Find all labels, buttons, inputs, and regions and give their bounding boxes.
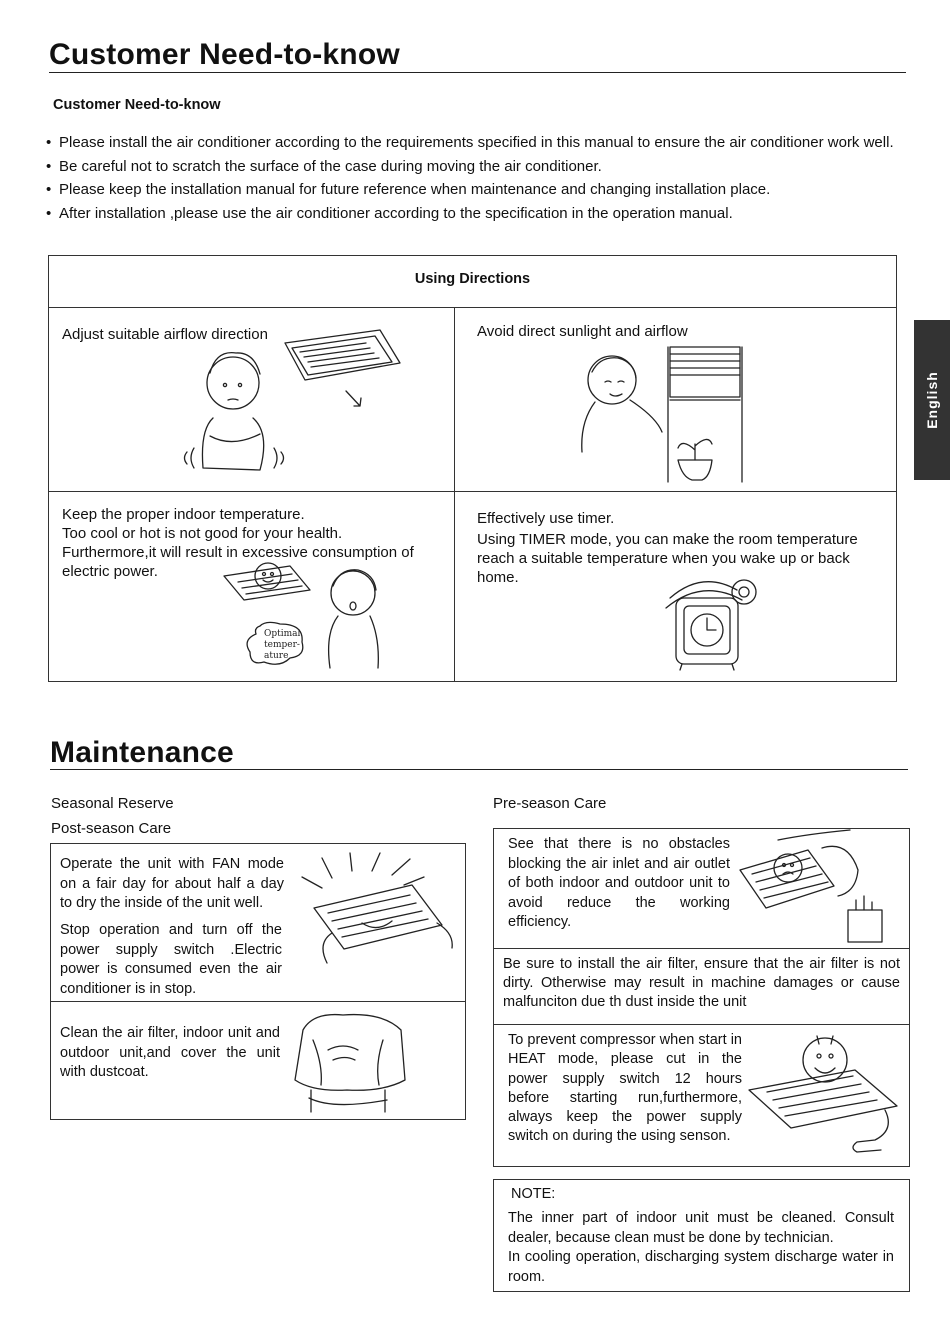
timer-body: Using TIMER mode, you can make the room temperature reach a suitable temperature when you wake up or back home. bbox=[477, 531, 858, 586]
compressor-text: To prevent compressor when start in HEAT mode, please cut in the power supply switch 12 hours before starting run,furthermore, always keep the power supply switch on during the using senson. bbox=[508, 1032, 742, 1145]
bullet-dot: • bbox=[46, 204, 52, 222]
pre-season-label: Pre-season Care bbox=[493, 795, 607, 812]
airflow-text: Adjust suitable airflow direction bbox=[62, 326, 268, 343]
airflow-illustration bbox=[180, 318, 450, 488]
language-tab-label: English bbox=[924, 371, 940, 429]
need-bullet-list bbox=[46, 133, 906, 227]
section-title-maintenance: Maintenance bbox=[50, 736, 234, 769]
language-tab[interactable] bbox=[914, 320, 950, 480]
table-column-rule bbox=[454, 307, 455, 682]
alarm-clock-illustration bbox=[662, 568, 772, 673]
bubble-line: Optimal bbox=[264, 629, 301, 639]
temp-line: Too cool or hot is not good for your health. bbox=[62, 525, 343, 542]
sunlight-illustration bbox=[570, 342, 770, 487]
bubble-line: temper- bbox=[264, 640, 300, 650]
note-text bbox=[508, 1209, 894, 1287]
bullet-text: Be careful not to scratch the surface of the case during moving the air conditioner. bbox=[59, 157, 602, 175]
bullet-dot: • bbox=[46, 134, 52, 151]
table-header: Using Directions bbox=[414, 271, 531, 287]
bullet-text: After installation ,please use the air conditioner according to the specification in the operation manual. bbox=[59, 204, 733, 222]
temperature-illustration bbox=[220, 558, 390, 676]
timer-title: Effectively use timer. bbox=[477, 510, 615, 527]
list-item bbox=[46, 180, 906, 199]
seasonal-reserve-label: Seasonal Reserve bbox=[51, 795, 174, 812]
table-header-rule bbox=[48, 307, 897, 308]
note-line: In cooling operation, discharging system discharge water in room. bbox=[508, 1249, 894, 1285]
post-season-label: Post-season Care bbox=[51, 820, 172, 837]
bubble-line: ature bbox=[264, 651, 289, 661]
bullet-dot: • bbox=[46, 157, 52, 175]
clean-filter-text: Clean the air filter, indoor unit and outdoor unit,and cover the unit with dustcoat. bbox=[60, 1025, 280, 1080]
list-item bbox=[46, 204, 906, 223]
drying-unit-illustration bbox=[292, 853, 462, 971]
note-line: The inner part of indoor unit must be cleaned. Consult dealer, because clean must be done by technician. bbox=[508, 1210, 894, 1246]
maintenance-rule bbox=[50, 769, 908, 770]
need-subtitle: Customer Need-to-know bbox=[53, 97, 221, 113]
dustcoat-illustration bbox=[283, 1010, 413, 1118]
sunlight-text: Avoid direct sunlight and airflow bbox=[477, 323, 688, 340]
bullet-text: Please keep the installation manual for future reference when maintenance and changing installation place. bbox=[59, 181, 771, 198]
post-season-divider bbox=[50, 1001, 466, 1002]
temp-line: Furthermore,it will result in excessive consumption of electric power. bbox=[62, 544, 414, 580]
bullet-dot: • bbox=[46, 181, 52, 198]
temp-line: Keep the proper indoor temperature. bbox=[62, 506, 305, 523]
fan-mode-text: Operate the unit with FAN mode on a fair day for about half a day to dry the inside of the unit well. bbox=[60, 856, 284, 911]
title-rule bbox=[49, 72, 906, 73]
table-row-rule bbox=[48, 491, 897, 492]
obstacles-text: See that there is no obstacles blocking the air inlet and air outlet of both indoor and outdoor unit to avoid reduce the working efficiency. bbox=[508, 836, 730, 930]
bullet-text: Please install the air conditioner according to the requirements specified in this manual to ensure the air conditioner work well. bbox=[59, 134, 894, 151]
obstacles-illustration bbox=[738, 830, 906, 945]
section-title-need: Customer Need-to-know bbox=[49, 38, 400, 71]
pre-season-divider-2 bbox=[493, 1024, 910, 1025]
note-label: NOTE: bbox=[511, 1186, 556, 1202]
list-item bbox=[46, 133, 906, 152]
filter-install-text: Be sure to install the air filter, ensure that the air filter is not dirty. Otherwise may result in machine damages or cause malfunciton due th dust inside the unit bbox=[503, 956, 900, 1010]
compressor-illustration bbox=[745, 1030, 905, 1158]
list-item bbox=[46, 157, 906, 176]
stop-operation-text: Stop operation and turn off the power supply switch .Electric power is consumed even the air conditioner is in stop. bbox=[60, 922, 282, 997]
pre-season-divider-1 bbox=[493, 948, 910, 949]
